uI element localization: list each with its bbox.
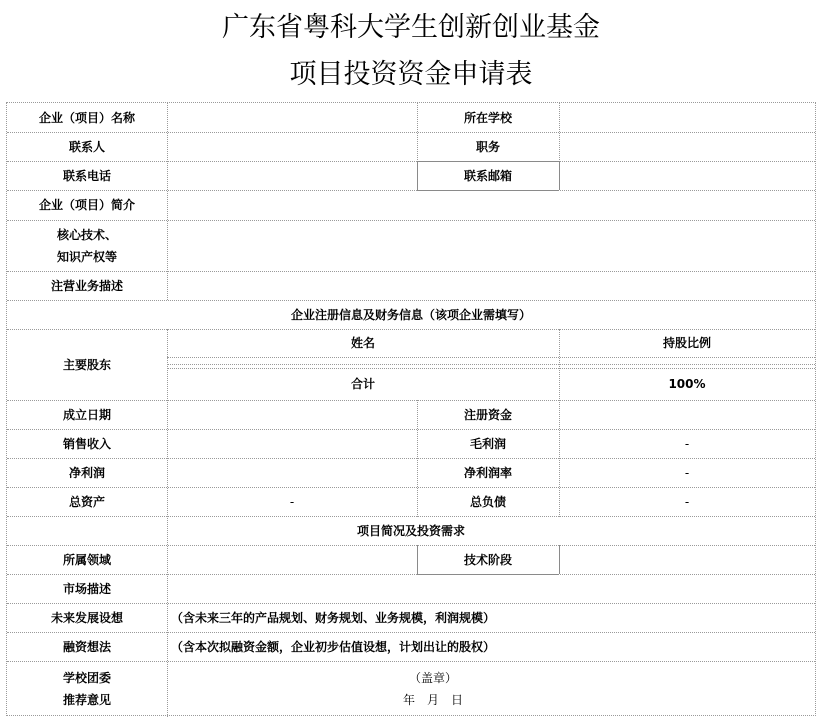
contact-field[interactable] [168, 132, 417, 161]
contact-label: 联系人 [68, 139, 105, 154]
market-label: 市场描述 [62, 581, 111, 596]
shareholder-name-row[interactable] [168, 358, 559, 364]
shareholder-total-label: 合计 [350, 377, 375, 391]
shareholders-label: 主要股东 [62, 357, 111, 372]
financing-field[interactable]: （含本次拟融资金额，企业初步估值设想，计划出让的股权） [171, 639, 496, 654]
tech-label-line1: 核心技术、 [56, 227, 117, 242]
assets-label: 总资产 [68, 494, 105, 509]
field-label: 所属领域 [62, 552, 111, 567]
net-profit-field[interactable] [168, 458, 417, 487]
grid-line [167, 364, 815, 365]
assets-value[interactable]: - [289, 494, 295, 509]
section-registration-heading: 企业注册信息及财务信息（该项企业需填写） [290, 307, 531, 322]
application-table [6, 102, 816, 716]
position-field[interactable] [560, 132, 815, 161]
project-name-label: 企业（项目）名称 [38, 110, 135, 125]
gross-profit-value[interactable]: - [684, 436, 690, 451]
gross-profit-label: 毛利润 [469, 436, 506, 451]
date-text: 年 月 日 [402, 693, 463, 707]
net-profit-label: 净利润 [68, 465, 105, 480]
market-field[interactable] [168, 574, 815, 603]
shareholder-name-header: 姓名 [350, 336, 375, 350]
intro-field[interactable] [168, 190, 815, 220]
net-margin-value[interactable]: - [684, 465, 690, 480]
section-project-heading: 项目简况及投资需求 [356, 523, 465, 538]
seal-text: （盖章） [408, 671, 457, 685]
future-label: 未来发展设想 [50, 610, 123, 625]
email-field[interactable] [560, 161, 815, 190]
stage-label: 技术阶段 [463, 552, 512, 567]
tech-label-line2: 知识产权等 [56, 249, 117, 264]
net-margin-label: 净利润率 [463, 465, 512, 480]
project-name-field[interactable] [168, 103, 417, 132]
field-input[interactable] [168, 545, 417, 574]
recommend-field[interactable] [167, 661, 699, 717]
position-label: 职务 [475, 139, 500, 154]
shareholder-ratio-header: 持股比例 [662, 336, 711, 350]
shareholder-total-value: 100% [668, 377, 706, 391]
intro-label: 企业（项目）简介 [38, 198, 135, 212]
tech-label [7, 220, 167, 271]
capital-label: 注册资金 [463, 407, 512, 422]
future-field[interactable]: （含未来三年的产品规划、财务规划、业务规模，利润规模） [171, 610, 496, 625]
financing-label: 融资想法 [62, 639, 111, 654]
stage-field[interactable] [560, 545, 815, 574]
phone-label: 联系电话 [62, 168, 111, 183]
liabilities-label: 总负债 [469, 494, 506, 509]
sales-field[interactable] [168, 429, 417, 458]
phone-field[interactable] [168, 161, 417, 190]
business-field[interactable] [168, 271, 815, 300]
founded-label: 成立日期 [62, 407, 111, 422]
email-label: 联系邮箱 [463, 168, 512, 183]
recommend-label-line2: 推荐意见 [62, 693, 111, 707]
recommend-label-line1: 学校团委 [62, 671, 111, 685]
sales-label: 销售收入 [62, 436, 111, 451]
capital-field[interactable] [560, 400, 815, 429]
school-field[interactable] [560, 103, 815, 132]
school-label: 所在学校 [463, 110, 512, 125]
recommend-label [7, 661, 167, 717]
liabilities-value[interactable]: - [684, 494, 690, 509]
form-title: 广东省粤科大学生创新创业基金 [222, 12, 600, 43]
form-subtitle: 项目投资资金申请表 [289, 59, 533, 90]
founded-field[interactable] [168, 400, 417, 429]
business-label: 注营业务描述 [50, 278, 123, 293]
shareholder-ratio-row[interactable] [560, 358, 815, 364]
tech-field[interactable] [168, 220, 815, 271]
